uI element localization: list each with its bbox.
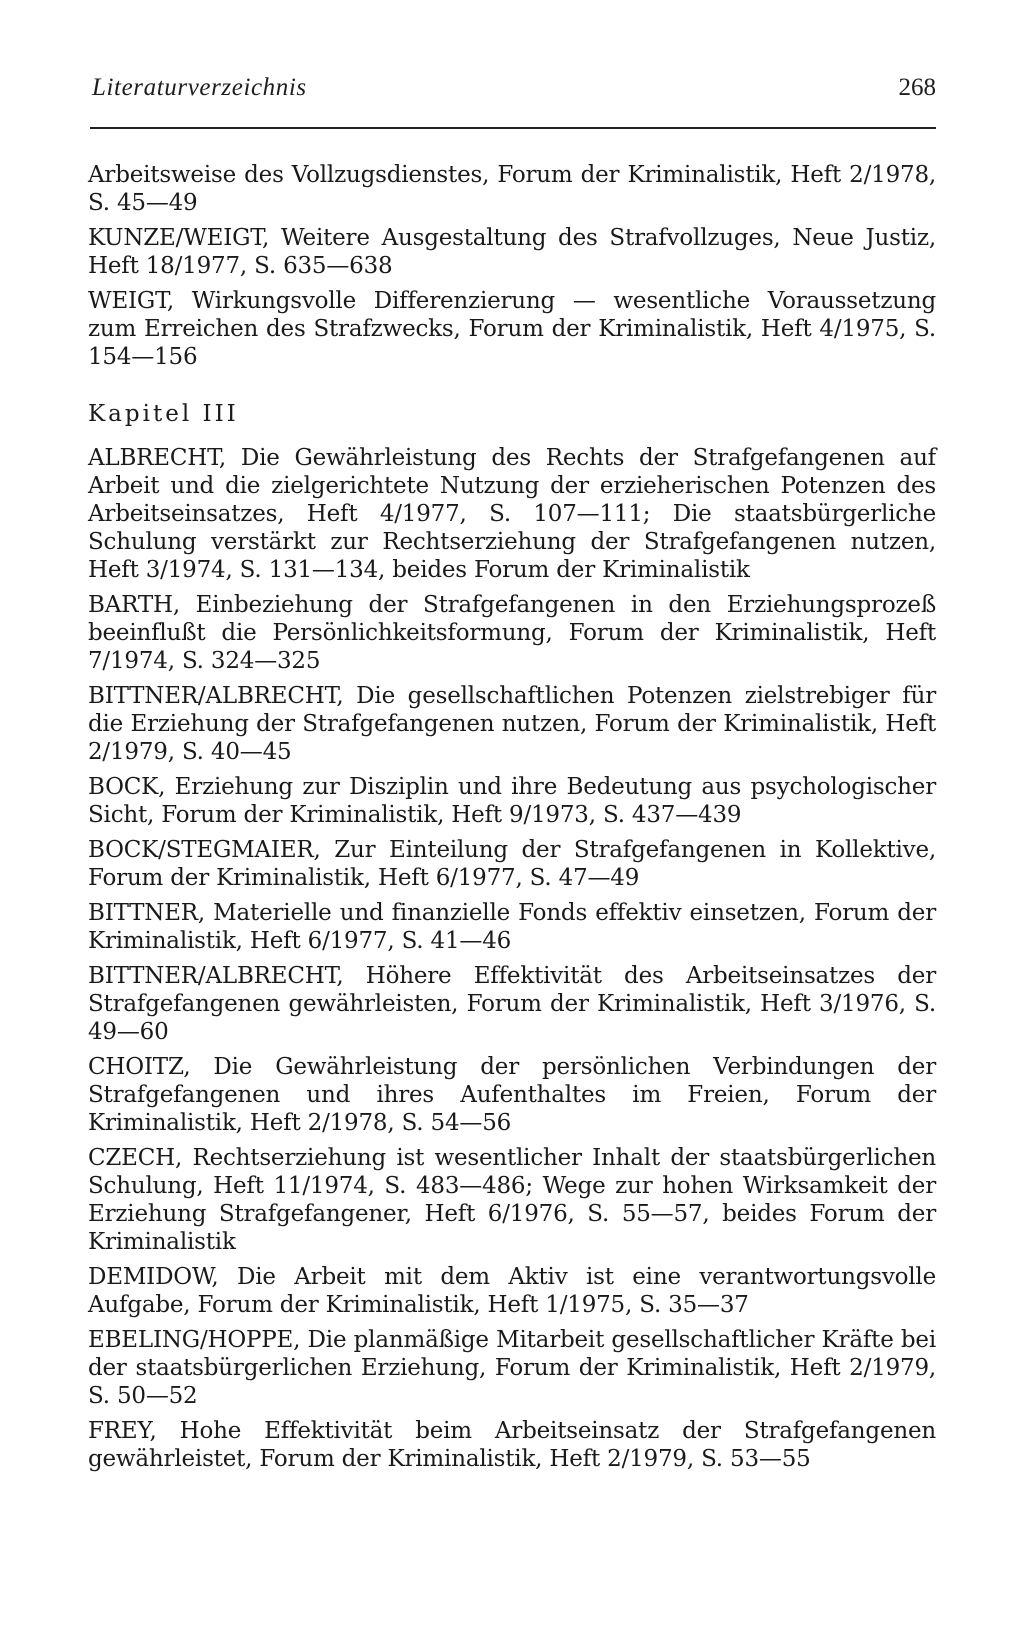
section-heading: Kapitel III	[88, 401, 239, 427]
running-title: Literaturverzeichnis	[92, 74, 307, 101]
bibliography-entry: EBELING/HOPPE, Die planmäßige Mitarbeit gesellschaftlicher Kräfte bei der staatsbürgerlichen Erziehung, Forum der Kriminalistik, Heft 2/1979, S. 50—52	[88, 1327, 936, 1409]
bibliography-entry: BITTNER/ALBRECHT, Höhere Effektivität des Arbeitseinsatzes der Strafgefangenen gewährleisten, Forum der Kriminalistik, Heft 3/1976, S. 49—60	[88, 963, 936, 1045]
bibliography-entry: CHOITZ, Die Gewährleistung der persönlichen Verbindungen der Strafgefangenen und ihres Aufenthaltes im Freien, Forum der Kriminalistik, Heft 2/1978, S. 54—56	[88, 1054, 936, 1136]
page-header	[88, 74, 936, 114]
bibliography-entry: KUNZE/WEIGT, Weitere Ausgestaltung des Strafvollzuges, Neue Justiz, Heft 18/1977, S. 635—638	[88, 225, 936, 279]
bibliography-entry: BOCK, Erziehung zur Disziplin und ihre Bedeutung aus psychologischer Sicht, Forum der Kriminalistik, Heft 9/1973, S. 437—439	[88, 774, 936, 828]
bibliography-entry: Arbeitsweise des Vollzugsdienstes, Forum der Kriminalistik, Heft 2/1978, S. 45—49	[88, 162, 936, 216]
bibliography-entry: BITTNER, Materielle und finanzielle Fonds effektiv einsetzen, Forum der Kriminalistik, Heft 6/1977, S. 41—46	[88, 900, 936, 954]
bibliography-entry: CZECH, Rechtserziehung ist wesentlicher Inhalt der staatsbürgerlichen Schulung, Heft 11/1974, S. 483—486; Wege zur hohen Wirksamkeit der Erziehung Strafgefangener, Heft 6/1976, S. 55—57, beides Forum der Kriminalistik	[88, 1145, 936, 1255]
bibliography-entry: ALBRECHT, Die Gewährleistung des Rechts der Strafgefangenen auf Arbeit und die zielgerichtete Nutzung der erzieherischen Potenzen des Arbeitseinsatzes, Heft 4/1977, S. 107—111; Die staatsbürgerliche Schulung verstärkt zur Rechtserziehung der Strafgefangenen nutzen, Heft 3/1974, S. 131—134, beides Forum der Kriminalistik	[88, 445, 936, 583]
bibliography-entry: BITTNER/ALBRECHT, Die gesellschaftlichen Potenzen zielstrebiger für die Erziehung der Strafgefangenen nutzen, Forum der Kriminalistik, Heft 2/1979, S. 40—45	[88, 683, 936, 765]
bibliography-entry: WEIGT, Wirkungsvolle Differenzierung — wesentliche Voraussetzung zum Erreichen des Strafzwecks, Forum der Kriminalistik, Heft 4/1975, S. 154—156	[88, 288, 936, 370]
bibliography-entry: FREY, Hohe Effektivität beim Arbeitseinsatz der Strafgefangenen gewährleistet, Forum der Kriminalistik, Heft 2/1979, S. 53—55	[88, 1418, 936, 1472]
bibliography-entry: DEMIDOW, Die Arbeit mit dem Aktiv ist eine verantwortungsvolle Aufgabe, Forum der Kriminalistik, Heft 1/1975, S. 35—37	[88, 1264, 936, 1318]
bibliography-body	[88, 161, 936, 1480]
bibliography-entry: BARTH, Einbeziehung der Strafgefangenen in den Erziehungsprozeß beeinflußt die Persönlichkeitsformung, Forum der Kriminalistik, Heft 7/1974, S. 324—325	[88, 592, 936, 674]
page-number: 268	[898, 74, 936, 101]
bibliography-entry: BOCK/STEGMAIER, Zur Einteilung der Strafgefangenen in Kollektive, Forum der Kriminalistik, Heft 6/1977, S. 47—49	[88, 837, 936, 891]
header-rule	[90, 127, 936, 129]
